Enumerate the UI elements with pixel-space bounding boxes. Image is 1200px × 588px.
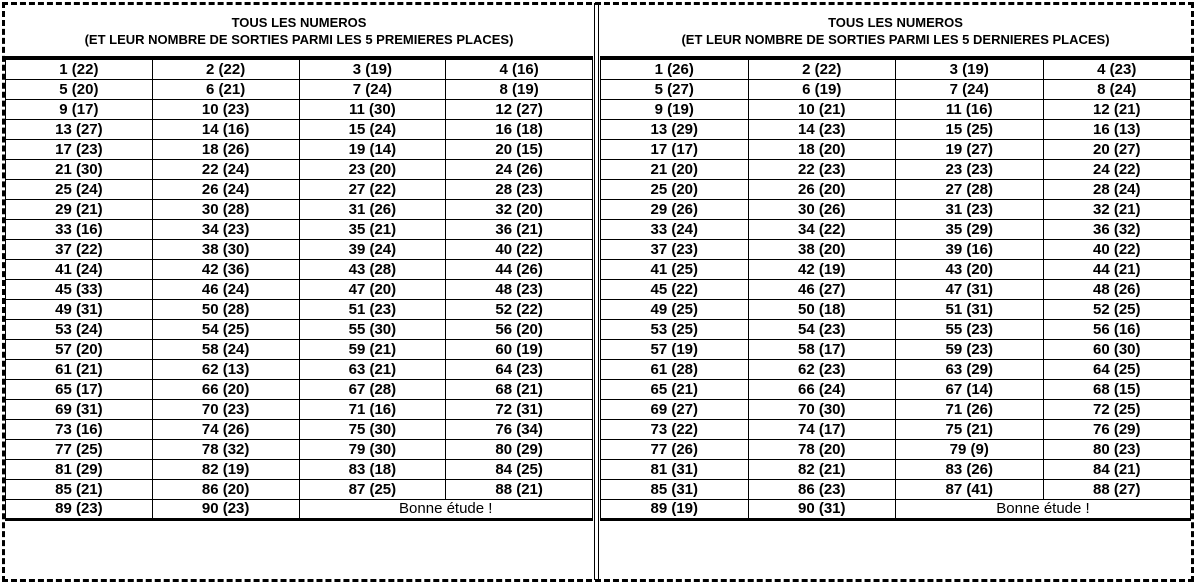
number-cell: 61 (21)	[6, 360, 153, 380]
panel-divider	[594, 3, 599, 580]
number-cell: 9 (17)	[6, 100, 153, 120]
table-row	[6, 300, 593, 320]
right-panel	[600, 5, 1191, 521]
number-cell: 46 (24)	[152, 280, 299, 300]
number-cell: 22 (24)	[152, 160, 299, 180]
number-cell: 40 (22)	[446, 240, 593, 260]
number-cell: 69 (31)	[6, 400, 153, 420]
number-cell: 33 (16)	[6, 220, 153, 240]
number-cell: 15 (24)	[299, 120, 446, 140]
number-cell: 47 (31)	[896, 280, 1044, 300]
number-cell: 24 (22)	[1043, 160, 1191, 180]
table-row	[601, 80, 1191, 100]
number-cell: 8 (24)	[1043, 80, 1191, 100]
table-row	[6, 160, 593, 180]
number-cell: 4 (16)	[446, 60, 593, 80]
number-cell: 69 (27)	[601, 400, 749, 420]
number-cell: 43 (20)	[896, 260, 1044, 280]
number-cell: 67 (28)	[299, 380, 446, 400]
number-cell: 41 (24)	[6, 260, 153, 280]
number-cell: 34 (22)	[748, 220, 896, 240]
table-row	[601, 140, 1191, 160]
table-row	[601, 280, 1191, 300]
table-row	[6, 480, 593, 500]
number-cell: 63 (21)	[299, 360, 446, 380]
number-cell: 66 (20)	[152, 380, 299, 400]
number-cell: 23 (23)	[896, 160, 1044, 180]
table-row	[601, 440, 1191, 460]
number-cell: 52 (25)	[1043, 300, 1191, 320]
number-cell: 66 (24)	[748, 380, 896, 400]
number-cell: 86 (23)	[748, 480, 896, 500]
number-cell: 83 (18)	[299, 460, 446, 480]
left-table	[5, 59, 593, 521]
number-cell: 25 (24)	[6, 180, 153, 200]
table-row	[6, 280, 593, 300]
table-row	[601, 340, 1191, 360]
number-cell: 78 (20)	[748, 440, 896, 460]
number-cell: 39 (24)	[299, 240, 446, 260]
number-cell: 32 (20)	[446, 200, 593, 220]
right-table	[600, 59, 1191, 521]
number-cell: 81 (31)	[601, 460, 749, 480]
number-cell: 74 (17)	[748, 420, 896, 440]
number-cell: 72 (25)	[1043, 400, 1191, 420]
number-cell: 24 (26)	[446, 160, 593, 180]
number-cell: 39 (16)	[896, 240, 1044, 260]
number-cell: 61 (28)	[601, 360, 749, 380]
number-cell: 17 (23)	[6, 140, 153, 160]
table-row	[6, 320, 593, 340]
number-cell: 75 (21)	[896, 420, 1044, 440]
number-cell: 11 (16)	[896, 100, 1044, 120]
number-cell: 4 (23)	[1043, 60, 1191, 80]
table-row	[601, 60, 1191, 80]
number-cell: 71 (26)	[896, 400, 1044, 420]
number-cell: 62 (23)	[748, 360, 896, 380]
number-cell: 73 (16)	[6, 420, 153, 440]
number-cell: 89 (23)	[6, 500, 153, 520]
number-cell: 53 (24)	[6, 320, 153, 340]
number-cell: 46 (27)	[748, 280, 896, 300]
number-cell: 67 (14)	[896, 380, 1044, 400]
number-cell: 14 (16)	[152, 120, 299, 140]
number-cell: 1 (22)	[6, 60, 153, 80]
table-row	[601, 400, 1191, 420]
number-cell: 30 (26)	[748, 200, 896, 220]
table-row	[601, 420, 1191, 440]
number-cell: 25 (20)	[601, 180, 749, 200]
number-cell: 58 (24)	[152, 340, 299, 360]
number-cell: 72 (31)	[446, 400, 593, 420]
number-cell: 55 (30)	[299, 320, 446, 340]
number-cell: 85 (31)	[601, 480, 749, 500]
number-cell: 76 (34)	[446, 420, 593, 440]
number-cell: 35 (29)	[896, 220, 1044, 240]
left-subtitle: (ET LEUR NOMBRE DE SORTIES PARMI LES 5 PREMIERES PLACES)	[84, 31, 514, 47]
number-cell: 50 (28)	[152, 300, 299, 320]
number-cell: 74 (26)	[152, 420, 299, 440]
table-row	[601, 160, 1191, 180]
number-cell: 10 (23)	[152, 100, 299, 120]
number-cell: 84 (25)	[446, 460, 593, 480]
number-cell: 48 (23)	[446, 280, 593, 300]
number-cell: 65 (17)	[6, 380, 153, 400]
number-cell: 30 (28)	[152, 200, 299, 220]
number-cell: 82 (19)	[152, 460, 299, 480]
number-cell: 20 (27)	[1043, 140, 1191, 160]
number-cell: 68 (15)	[1043, 380, 1191, 400]
number-cell: 11 (30)	[299, 100, 446, 120]
number-cell: 85 (21)	[6, 480, 153, 500]
table-row	[601, 260, 1191, 280]
number-cell: 17 (17)	[601, 140, 749, 160]
number-cell: 38 (20)	[748, 240, 896, 260]
number-cell: 13 (29)	[601, 120, 749, 140]
table-row	[6, 100, 593, 120]
number-cell: 55 (23)	[896, 320, 1044, 340]
number-cell: 2 (22)	[152, 60, 299, 80]
number-cell: 34 (23)	[152, 220, 299, 240]
number-cell: 27 (22)	[299, 180, 446, 200]
number-cell: 7 (24)	[896, 80, 1044, 100]
number-cell: 52 (22)	[446, 300, 593, 320]
number-cell: 45 (33)	[6, 280, 153, 300]
number-cell: 31 (26)	[299, 200, 446, 220]
number-cell: 33 (24)	[601, 220, 749, 240]
table-row	[601, 380, 1191, 400]
number-cell: 60 (30)	[1043, 340, 1191, 360]
number-cell: 41 (25)	[601, 260, 749, 280]
table-row	[601, 200, 1191, 220]
table-row	[601, 480, 1191, 500]
number-cell: 7 (24)	[299, 80, 446, 100]
table-row	[6, 180, 593, 200]
number-cell: 12 (21)	[1043, 100, 1191, 120]
number-cell: 14 (23)	[748, 120, 896, 140]
number-cell: 86 (20)	[152, 480, 299, 500]
number-cell: 49 (25)	[601, 300, 749, 320]
number-cell: 13 (27)	[6, 120, 153, 140]
number-cell: 87 (41)	[896, 480, 1044, 500]
number-cell: 20 (15)	[446, 140, 593, 160]
table-row	[6, 240, 593, 260]
number-cell: 16 (18)	[446, 120, 593, 140]
number-cell: 62 (13)	[152, 360, 299, 380]
number-cell: 15 (25)	[896, 120, 1044, 140]
left-header	[5, 5, 593, 59]
number-cell: 43 (28)	[299, 260, 446, 280]
number-cell: 76 (29)	[1043, 420, 1191, 440]
number-cell: 59 (21)	[299, 340, 446, 360]
number-cell: 22 (23)	[748, 160, 896, 180]
number-cell: 27 (28)	[896, 180, 1044, 200]
number-cell: 19 (14)	[299, 140, 446, 160]
table-row	[6, 380, 593, 400]
number-cell: 71 (16)	[299, 400, 446, 420]
number-cell: 42 (19)	[748, 260, 896, 280]
number-cell: 60 (19)	[446, 340, 593, 360]
number-cell: 84 (21)	[1043, 460, 1191, 480]
number-cell: 48 (26)	[1043, 280, 1191, 300]
table-row	[601, 320, 1191, 340]
right-title: TOUS LES NUMEROS	[828, 14, 963, 30]
number-cell: 68 (21)	[446, 380, 593, 400]
number-cell: 77 (25)	[6, 440, 153, 460]
table-row	[601, 300, 1191, 320]
table-row	[6, 340, 593, 360]
number-cell: 80 (23)	[1043, 440, 1191, 460]
table-row	[6, 80, 593, 100]
table-row	[6, 420, 593, 440]
table-row	[6, 400, 593, 420]
number-cell: 90 (23)	[152, 500, 299, 520]
number-cell: 83 (26)	[896, 460, 1044, 480]
number-cell: 3 (19)	[299, 60, 446, 80]
note-cell: Bonne étude !	[896, 500, 1191, 520]
number-cell: 5 (20)	[6, 80, 153, 100]
number-cell: 1 (26)	[601, 60, 749, 80]
table-row	[6, 200, 593, 220]
table-row	[601, 500, 1191, 520]
number-cell: 57 (19)	[601, 340, 749, 360]
number-cell: 54 (23)	[748, 320, 896, 340]
number-cell: 6 (21)	[152, 80, 299, 100]
number-cell: 64 (25)	[1043, 360, 1191, 380]
number-cell: 44 (21)	[1043, 260, 1191, 280]
number-cell: 64 (23)	[446, 360, 593, 380]
table-row	[6, 60, 593, 80]
number-cell: 37 (22)	[6, 240, 153, 260]
number-cell: 51 (31)	[896, 300, 1044, 320]
number-cell: 19 (27)	[896, 140, 1044, 160]
number-cell: 70 (23)	[152, 400, 299, 420]
number-cell: 3 (19)	[896, 60, 1044, 80]
number-cell: 44 (26)	[446, 260, 593, 280]
number-cell: 47 (20)	[299, 280, 446, 300]
number-cell: 63 (29)	[896, 360, 1044, 380]
left-title: TOUS LES NUMEROS	[231, 14, 367, 30]
number-cell: 31 (23)	[896, 200, 1044, 220]
number-cell: 53 (25)	[601, 320, 749, 340]
number-cell: 90 (31)	[748, 500, 896, 520]
number-cell: 40 (22)	[1043, 240, 1191, 260]
number-cell: 73 (22)	[601, 420, 749, 440]
number-cell: 42 (36)	[152, 260, 299, 280]
number-cell: 65 (21)	[601, 380, 749, 400]
number-cell: 38 (30)	[152, 240, 299, 260]
number-cell: 5 (27)	[601, 80, 749, 100]
number-cell: 89 (19)	[601, 500, 749, 520]
table-row	[6, 120, 593, 140]
number-cell: 32 (21)	[1043, 200, 1191, 220]
number-cell: 23 (20)	[299, 160, 446, 180]
note-cell: Bonne étude !	[299, 500, 593, 520]
number-cell: 78 (32)	[152, 440, 299, 460]
number-cell: 70 (30)	[748, 400, 896, 420]
number-cell: 79 (9)	[896, 440, 1044, 460]
number-cell: 36 (32)	[1043, 220, 1191, 240]
number-cell: 10 (21)	[748, 100, 896, 120]
table-row	[601, 100, 1191, 120]
number-cell: 58 (17)	[748, 340, 896, 360]
table-row	[601, 240, 1191, 260]
number-cell: 54 (25)	[152, 320, 299, 340]
table-row	[601, 220, 1191, 240]
table-row	[6, 440, 593, 460]
number-cell: 16 (13)	[1043, 120, 1191, 140]
number-cell: 28 (24)	[1043, 180, 1191, 200]
table-row	[6, 140, 593, 160]
number-cell: 37 (23)	[601, 240, 749, 260]
table-row	[601, 180, 1191, 200]
number-cell: 8 (19)	[446, 80, 593, 100]
number-cell: 36 (21)	[446, 220, 593, 240]
number-cell: 77 (26)	[601, 440, 749, 460]
left-panel	[5, 5, 593, 521]
number-cell: 82 (21)	[748, 460, 896, 480]
number-cell: 21 (30)	[6, 160, 153, 180]
number-cell: 28 (23)	[446, 180, 593, 200]
number-cell: 56 (20)	[446, 320, 593, 340]
table-row	[601, 120, 1191, 140]
number-cell: 56 (16)	[1043, 320, 1191, 340]
table-row	[6, 260, 593, 280]
number-cell: 9 (19)	[601, 100, 749, 120]
table-row	[6, 460, 593, 480]
number-cell: 81 (29)	[6, 460, 153, 480]
number-cell: 51 (23)	[299, 300, 446, 320]
number-cell: 18 (20)	[748, 140, 896, 160]
number-cell: 49 (31)	[6, 300, 153, 320]
number-cell: 57 (20)	[6, 340, 153, 360]
number-cell: 18 (26)	[152, 140, 299, 160]
table-row	[601, 460, 1191, 480]
number-cell: 2 (22)	[748, 60, 896, 80]
number-cell: 79 (30)	[299, 440, 446, 460]
table-row	[6, 500, 593, 520]
number-cell: 29 (26)	[601, 200, 749, 220]
table-row	[601, 360, 1191, 380]
number-cell: 29 (21)	[6, 200, 153, 220]
table-row	[6, 360, 593, 380]
right-header	[600, 5, 1191, 59]
number-cell: 21 (20)	[601, 160, 749, 180]
number-cell: 59 (23)	[896, 340, 1044, 360]
number-cell: 88 (21)	[446, 480, 593, 500]
number-cell: 35 (21)	[299, 220, 446, 240]
number-cell: 88 (27)	[1043, 480, 1191, 500]
number-cell: 6 (19)	[748, 80, 896, 100]
number-cell: 87 (25)	[299, 480, 446, 500]
number-cell: 50 (18)	[748, 300, 896, 320]
number-cell: 45 (22)	[601, 280, 749, 300]
number-cell: 75 (30)	[299, 420, 446, 440]
number-cell: 80 (29)	[446, 440, 593, 460]
number-cell: 26 (24)	[152, 180, 299, 200]
right-subtitle: (ET LEUR NOMBRE DE SORTIES PARMI LES 5 DERNIERES PLACES)	[681, 31, 1110, 47]
table-row	[6, 220, 593, 240]
number-cell: 12 (27)	[446, 100, 593, 120]
number-cell: 26 (20)	[748, 180, 896, 200]
